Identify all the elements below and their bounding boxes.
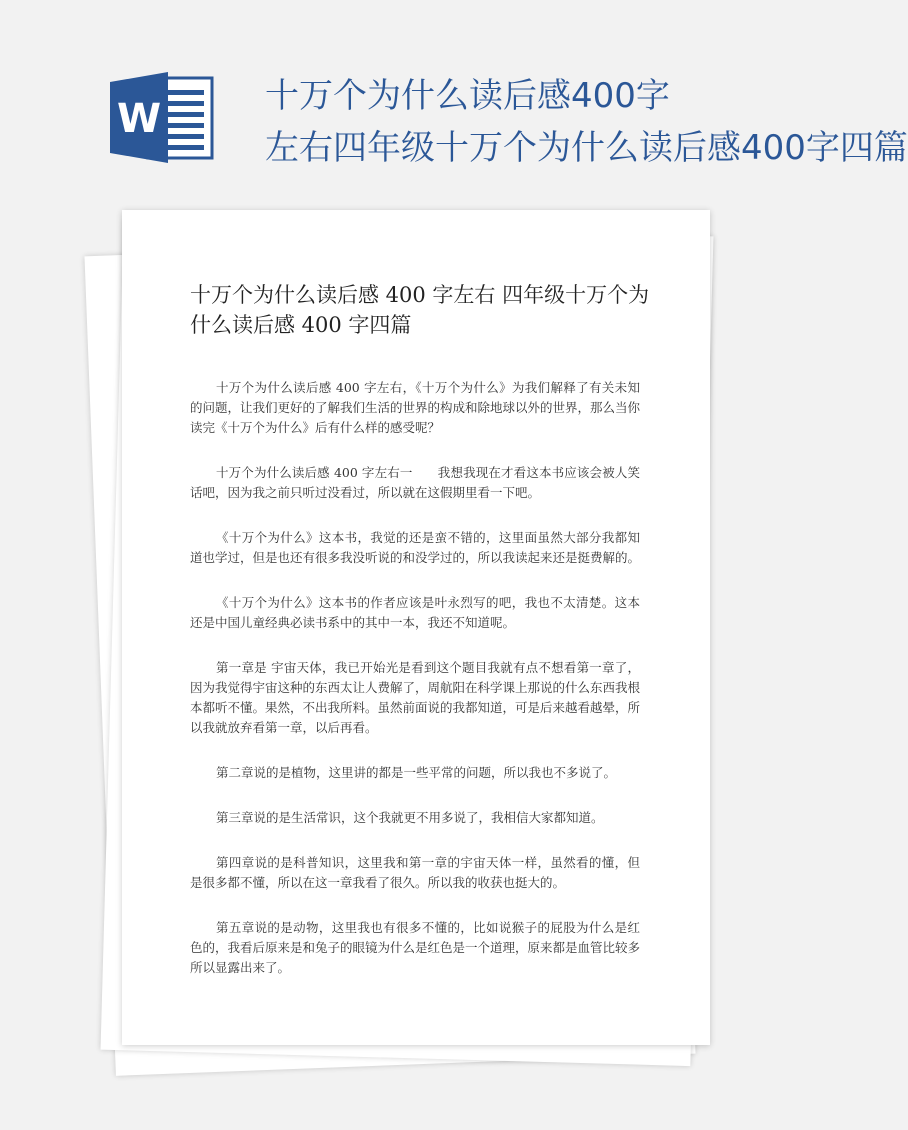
paragraph: 十万个为什么读后感 400 字左右，《十万个为什么》为我们解释了有关未知的问题，让我们更好的了解我们生活的世界的构成和除地球以外的世界，那么当你读完《十万个为什么》后有什么样的感受呢？: [190, 380, 641, 435]
document-page: [122, 210, 710, 1045]
word-logo-icon: [110, 70, 215, 165]
paragraph: 《十万个为什么》这本书的作者应该是叶永烈写的吧，我也不太清楚。这本还是中国儿童经典必读书系中的其中一本，我还不知道呢。: [190, 595, 640, 630]
paragraph: 第三章说的是生活常识，这个我就更不用多说了，我相信大家都知道。: [216, 810, 604, 825]
document-body: [190, 378, 640, 1003]
document-title: 十万个为什么读后感 400 字左右 四年级十万个为什么读后感 400 字四篇: [190, 283, 650, 337]
paragraph: 第二章说的是植物，这里讲的都是一些平常的问题，所以我也不多说了。: [216, 765, 617, 780]
paragraph: 第五章说的是动物，这里我也有很多不懂的，比如说猴子的屁股为什么是红色的，我看后原来是和兔子的眼镜为什么是红色是一个道理，原来都是血管比较多所以显露出来了。: [190, 920, 641, 975]
paragraph: 第一章是 宇宙天体，我已开始光是看到这个题目我就有点不想看第一章了，因为我觉得宇宙这种的东西太让人费解了，周航阳在科学课上那说的什么东西我根本都听不懂。果然，不出我所料。虽然前面说的我都知道，可是后来越看越晕，所以我就放弃看第一章，以后再看。: [190, 660, 641, 735]
header-title: [265, 70, 908, 174]
header-title-line1: 十万个为什么读后感400字: [265, 76, 670, 116]
paragraph: 《十万个为什么》这本书，我觉的还是蛮不错的，这里面虽然大部分我都知道也学过，但是也还有很多我没听说的和没学过的，所以我读起来还是挺费解的。: [190, 530, 641, 565]
word-logo-letter: W: [116, 96, 162, 142]
header-title-line2: 左右四年级十万个为什么读后感400字四篇: [265, 128, 908, 168]
paragraph: 第四章说的是科普知识，这里我和第一章的宇宙天体一样，虽然看的懂，但是很多都不懂，所以在这一章我看了很久。所以我的收获也挺大的。: [190, 855, 640, 890]
paragraph: 十万个为什么读后感 400 字左右一 我想我现在才看这本书应该会被人笑话吧，因为我之前只听过没看过，所以就在这假期里看一下吧。: [190, 465, 640, 500]
